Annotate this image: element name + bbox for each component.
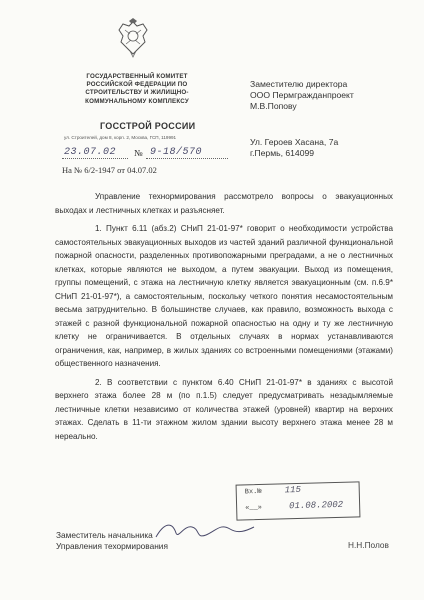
intro-paragraph: Управление технормирования рассмотрело вопросы о эвакуационных выходах и лестничных клетках и разъясняет. — [55, 192, 393, 215]
ref-from: от 04.07.02 — [117, 165, 157, 175]
signatory-title-line: Заместитель начальника — [56, 530, 153, 540]
signatory-name: Н.Н.Полов — [348, 540, 389, 550]
recipient-street: Ул. Героев Хасана, 7а — [250, 137, 339, 147]
stamp-date-label: «__» — [245, 503, 263, 513]
agency-name: ГОССТРОЙ РОССИИ — [100, 121, 196, 131]
org-line: РОССИЙСКОЙ ФЕДЕРАЦИИ ПО — [86, 81, 188, 89]
signatory-title-line: Управления техормирования — [56, 541, 168, 551]
recipient-company: ООО Пермгражданпроект — [250, 90, 354, 100]
coat-of-arms-icon — [114, 18, 152, 58]
issuing-organization — [78, 73, 196, 106]
org-line: СТРОИТЕЛЬСТВУ И ЖИЛИЩНО- — [85, 89, 189, 97]
recipient-city: г.Пермь, 614099 — [250, 148, 315, 158]
number-label: № — [134, 148, 143, 158]
stamp-date-value: 01.08.2002 — [289, 499, 344, 512]
paragraph-2: 2. В соответствии с пунктом 6.40 СНиП 21-01-97* в зданиях с высотой верхнего этажа более 28 м (по п.1.5) следует предусматривать незадымляемые лестничные клетки независимо от количества этажей (уровней) квартир на верхних этажах. Сделать в 11-ти этажном жилом здании высоту верхнего этажа менее 28 м нереально. — [55, 377, 393, 441]
signatory-title — [56, 530, 168, 552]
org-line: ГОСУДАРСТВЕННЫЙ КОМИТЕТ — [86, 73, 188, 80]
stamp-number-label: Вх.№ — [244, 487, 262, 497]
ref-number: 6/2-1947 — [84, 165, 115, 175]
reference-line — [62, 165, 157, 175]
letter-body — [55, 190, 393, 443]
agency-address: ул. Строителей, дом 8, корп. 2, Москва, ГСП, 119991 — [64, 135, 177, 140]
recipient-position: Заместителю директора — [250, 79, 348, 89]
org-line: КОММУНАЛЬНОМУ КОМПЛЕКСУ — [85, 97, 189, 105]
recipient-block — [250, 79, 354, 159]
handwritten-date: 23.07.02 — [64, 147, 117, 158]
outgoing-date-number — [62, 147, 232, 161]
recipient-name: М.В.Попову — [250, 101, 297, 111]
ref-label: На № — [62, 165, 83, 175]
handwritten-number: 9-18/570 — [150, 147, 203, 158]
paragraph-1: 1. Пункт 6.11 (абз.2) СНиП 21-01-97* говорит о необходимости устройства самостоятельных эвакуационных выходов из частей зданий различной функциональной пожарной опасности, разделенных противопожарными преградами, а не о лестничных клетках, которые являются не выходом, а путем эвакуации. Выход из помещения, группы помещений, с этажа на лестничную клетку является эвакуационным (см. п.6.9* СНиП 21-01-97*), а самостоятельным, поскольку четкого понятия несамостоятельным весьма затруднительно. В большинстве случаев, как правило, возможность выхода с этажей с разной функциональной пожарной опасностью на одну и ту же лестничную клетку не ограничивается. В отдельных случаях в нормах устанавливаются ограничения, как, например, в жилых зданиях со встроенными помещениями (этажами) общественного назначения. — [55, 224, 393, 368]
stamp-number-value: 115 — [284, 484, 302, 496]
